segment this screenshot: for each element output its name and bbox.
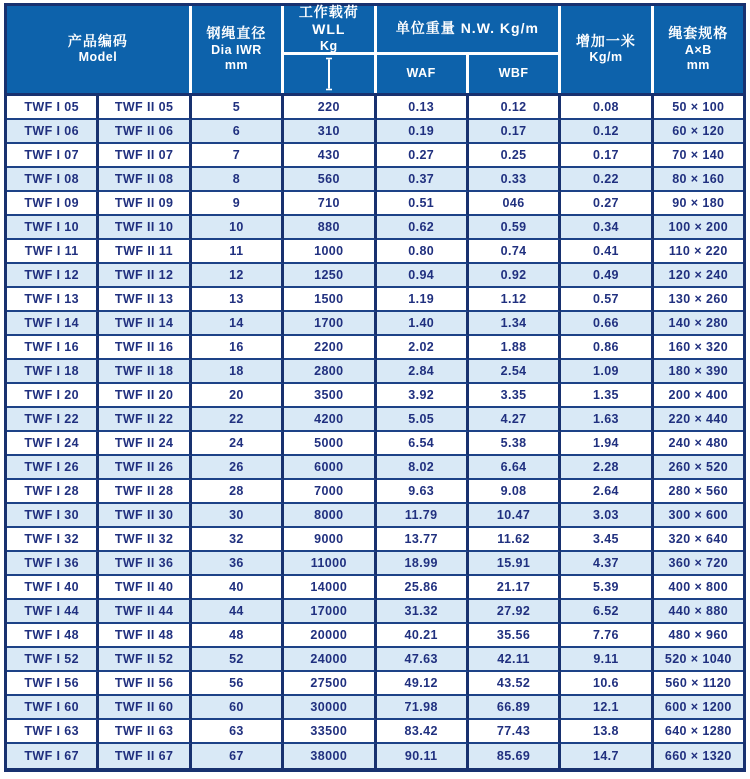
table-cell: 7 xyxy=(192,144,284,168)
table-cell: 11.79 xyxy=(377,504,469,528)
table-header xyxy=(7,3,743,93)
table-cell: 100 × 200 xyxy=(654,216,743,240)
header-unit-weight xyxy=(377,6,559,52)
table-cell: 310 xyxy=(284,120,376,144)
table-cell: 14 xyxy=(192,312,284,336)
table-cell: TWF II 56 xyxy=(99,672,191,696)
table-cell: 60 xyxy=(192,696,284,720)
table-cell: TWF II 20 xyxy=(99,384,191,408)
table-cell: 40 xyxy=(192,576,284,600)
table-cell: TWF I 67 xyxy=(7,744,99,768)
table-cell: TWF I 44 xyxy=(7,600,99,624)
table-row xyxy=(7,696,743,720)
table-cell: 0.17 xyxy=(561,144,653,168)
table-cell: 70 × 140 xyxy=(654,144,743,168)
table-cell: 48 xyxy=(192,624,284,648)
table-cell: 660 × 1320 xyxy=(664,749,732,763)
table-row xyxy=(7,576,743,600)
header-wbf xyxy=(469,55,558,93)
table-cell: 640 × 1280 xyxy=(654,720,743,744)
table-cell: TWF I 13 xyxy=(7,288,99,312)
table-cell: 10 xyxy=(192,216,284,240)
table-cell: TWF I 52 xyxy=(7,648,99,672)
table-cell: 1.12 xyxy=(469,288,561,312)
table-cell: 300 × 600 xyxy=(654,504,743,528)
table-cell: 220 × 440 xyxy=(654,408,743,432)
vertical-sling-icon xyxy=(324,57,334,91)
table-cell: 1500 xyxy=(284,288,376,312)
table-cell: 71.98 xyxy=(377,696,469,720)
table-cell: 1700 xyxy=(284,312,376,336)
table-cell: 520 × 1040 xyxy=(654,648,743,672)
table-cell: TWF I 12 xyxy=(7,264,99,288)
table-cell: 5.39 xyxy=(561,576,653,600)
table-cell: 120 × 240 xyxy=(654,264,743,288)
header-wll-unit: Kg xyxy=(319,38,338,53)
table-cell: 2200 xyxy=(284,336,376,360)
table-cell: 6.54 xyxy=(377,432,469,456)
table-cell: 130 × 260 xyxy=(654,288,743,312)
table-cell: TWF I 16 xyxy=(7,336,99,360)
table-cell: 38000 xyxy=(284,744,376,768)
table-cell: TWF I 36 xyxy=(7,552,99,576)
table-cell: 1.09 xyxy=(561,360,653,384)
table-cell: 0.37 xyxy=(377,168,469,192)
table-cell: 10.6 xyxy=(561,672,653,696)
header-unit-weight-zh: 单位重量 N.W. Kg/m xyxy=(395,20,539,37)
table-cell: 9 xyxy=(192,192,284,216)
header-sleeve-unit: mm xyxy=(686,58,710,73)
table-cell: 4.27 xyxy=(469,408,561,432)
table-cell: 560 xyxy=(284,168,376,192)
table-cell: 10.47 xyxy=(469,504,561,528)
header-model-en: Model xyxy=(78,50,118,65)
table-cell: 14000 xyxy=(284,576,376,600)
table-cell: 25.86 xyxy=(377,576,469,600)
table-cell: 3.35 xyxy=(469,384,561,408)
table-row xyxy=(7,528,743,552)
header-dia xyxy=(192,6,281,93)
table-cell: 20 xyxy=(192,384,284,408)
table-row xyxy=(7,216,743,240)
table-cell: 0.17 xyxy=(469,120,561,144)
table-cell: 8.02 xyxy=(377,456,469,480)
header-dia-en: Dia IWR xyxy=(211,42,262,57)
table-cell: 9.63 xyxy=(377,480,469,504)
header-sleeve-zh: 绳套规格 xyxy=(668,25,729,42)
table-cell: 5.05 xyxy=(377,408,469,432)
table-row xyxy=(7,360,743,384)
header-wll-zh: 工作载荷 WLL xyxy=(298,3,359,38)
header-wbf-label: WBF xyxy=(498,66,529,81)
header-dia-unit: mm xyxy=(224,58,249,73)
table-cell: 63 xyxy=(192,720,284,744)
table-cell: 0.92 xyxy=(469,264,561,288)
table-cell: 17000 xyxy=(284,600,376,624)
table-cell: 8000 xyxy=(284,504,376,528)
table-cell: 0.51 xyxy=(377,192,469,216)
table-cell: TWF II 63 xyxy=(99,720,191,744)
table-cell: 1.40 xyxy=(377,312,469,336)
table-cell: TWF I 18 xyxy=(7,360,99,384)
table-cell: 24 xyxy=(192,432,284,456)
table-cell: 2.54 xyxy=(469,360,561,384)
table-cell: 0.12 xyxy=(561,120,653,144)
table-cell: 4.37 xyxy=(561,552,653,576)
table-cell: 43.52 xyxy=(469,672,561,696)
table-cell: 11.62 xyxy=(469,528,561,552)
table-cell: 2.02 xyxy=(377,336,469,360)
header-wll xyxy=(284,3,373,53)
table-row xyxy=(7,504,743,528)
table-cell: 110 × 220 xyxy=(654,240,743,264)
table-row xyxy=(7,456,743,480)
header-sleeve-spec xyxy=(654,6,743,93)
table-cell: TWF II 05 xyxy=(99,96,191,120)
table-cell: TWF I 09 xyxy=(7,192,99,216)
table-body xyxy=(7,93,743,768)
table-cell: TWF II 26 xyxy=(99,456,191,480)
table-cell: TWF I 14 xyxy=(7,312,99,336)
table-cell: 440 × 880 xyxy=(654,600,743,624)
table-cell: TWF I 08 xyxy=(7,168,99,192)
table-row xyxy=(7,552,743,576)
table-cell: TWF II 18 xyxy=(99,360,191,384)
table-cell: 13.8 xyxy=(561,720,653,744)
table-cell: TWF I 11 xyxy=(7,240,99,264)
header-wll-symbol-cell xyxy=(284,55,373,93)
table-cell: 3.45 xyxy=(561,528,653,552)
table-cell: 0.59 xyxy=(469,216,561,240)
table-cell: 0.80 xyxy=(377,240,469,264)
table-cell: 260 × 520 xyxy=(654,456,743,480)
table-cell: TWF II 12 xyxy=(99,264,191,288)
table-cell: 1.94 xyxy=(561,432,653,456)
header-waf xyxy=(377,55,466,93)
table-cell: TWF II 08 xyxy=(99,168,191,192)
header-add-zh: 增加一米 xyxy=(575,32,636,49)
table-cell: 2800 xyxy=(284,360,376,384)
table-cell: TWF I 22 xyxy=(7,408,99,432)
table-cell: TWF I 06 xyxy=(7,120,99,144)
table-cell: 27.92 xyxy=(469,600,561,624)
table-cell: TWF I 56 xyxy=(7,672,99,696)
table-cell: 0.74 xyxy=(469,240,561,264)
table-cell: TWF I 30 xyxy=(7,504,99,528)
table-cell: TWF II 36 xyxy=(99,552,191,576)
table-cell: 0.41 xyxy=(561,240,653,264)
table-row xyxy=(7,240,743,264)
table-cell: 8 xyxy=(192,168,284,192)
table-cell: TWF I 32 xyxy=(7,528,99,552)
table-row xyxy=(7,600,743,624)
table-cell: 1.35 xyxy=(561,384,653,408)
table-cell: 1.63 xyxy=(561,408,653,432)
table-cell: 5000 xyxy=(284,432,376,456)
table-cell: 0.27 xyxy=(561,192,653,216)
table-cell: TWF I 63 xyxy=(7,720,99,744)
table-cell: 9.11 xyxy=(561,648,653,672)
table-row xyxy=(7,408,743,432)
table-cell: 49.12 xyxy=(377,672,469,696)
table-cell: 710 xyxy=(284,192,376,216)
table-cell: 12 xyxy=(192,264,284,288)
table-cell: 20000 xyxy=(284,624,376,648)
table-cell: TWF II 32 xyxy=(99,528,191,552)
spec-table xyxy=(4,3,746,772)
table-cell: TWF I 40 xyxy=(7,576,99,600)
table-cell: 14.7 xyxy=(561,744,653,768)
table-cell: 140 × 280 xyxy=(654,312,743,336)
table-cell: 42.11 xyxy=(469,648,561,672)
table-cell: 11 xyxy=(192,240,284,264)
table-cell: 1.88 xyxy=(469,336,561,360)
table-cell: 046 xyxy=(469,192,561,216)
table-cell: 320 × 640 xyxy=(654,528,743,552)
table-cell: 30000 xyxy=(284,696,376,720)
table-cell: 44 xyxy=(192,600,284,624)
table-cell: 13.77 xyxy=(377,528,469,552)
header-sleeve-dim: A×B xyxy=(684,42,712,57)
table-cell: 31.32 xyxy=(377,600,469,624)
table-cell: 0.12 xyxy=(469,96,561,120)
header-dia-zh: 钢绳直径 xyxy=(206,25,267,42)
table-cell: 0.27 xyxy=(377,144,469,168)
table-row xyxy=(7,744,743,768)
table-cell: 18.99 xyxy=(377,552,469,576)
table-cell: 27500 xyxy=(284,672,376,696)
table-cell: 1000 xyxy=(284,240,376,264)
table-cell: 1.34 xyxy=(469,312,561,336)
table-cell: TWF II 52 xyxy=(99,648,191,672)
table-row xyxy=(7,96,743,120)
table-row xyxy=(7,192,743,216)
table-row xyxy=(7,672,743,696)
table-cell: 33500 xyxy=(284,720,376,744)
table-cell: 1250 xyxy=(284,264,376,288)
table-row xyxy=(7,648,743,672)
table-row xyxy=(7,168,743,192)
table-cell: 1.19 xyxy=(377,288,469,312)
table-row xyxy=(7,312,743,336)
table-cell: TWF II 67 xyxy=(99,744,191,768)
table-row xyxy=(7,432,743,456)
table-cell: 430 xyxy=(284,144,376,168)
table-cell: 40.21 xyxy=(377,624,469,648)
table-cell: 0.49 xyxy=(561,264,653,288)
table-cell: 0.86 xyxy=(561,336,653,360)
table-cell: 26 xyxy=(192,456,284,480)
table-cell: 52 xyxy=(192,648,284,672)
table-cell: 32 xyxy=(192,528,284,552)
table-cell: 56 xyxy=(192,672,284,696)
table-cell: TWF II 48 xyxy=(99,624,191,648)
table-cell: 35.56 xyxy=(469,624,561,648)
table-cell: 0.34 xyxy=(561,216,653,240)
table-cell: 21.17 xyxy=(469,576,561,600)
table-row xyxy=(7,336,743,360)
table-cell: TWF II 09 xyxy=(99,192,191,216)
table-cell: 240 × 480 xyxy=(654,432,743,456)
table-cell: 0.33 xyxy=(469,168,561,192)
table-cell: 11000 xyxy=(284,552,376,576)
table-row xyxy=(7,144,743,168)
table-cell: 280 × 560 xyxy=(654,480,743,504)
table-cell: TWF II 24 xyxy=(99,432,191,456)
table-cell: 0.57 xyxy=(561,288,653,312)
table-cell: 16 xyxy=(192,336,284,360)
table-cell: 15.91 xyxy=(469,552,561,576)
table-cell: 480 × 960 xyxy=(654,624,743,648)
table-cell: 180 × 390 xyxy=(654,360,743,384)
table-cell: TWF II 11 xyxy=(99,240,191,264)
table-cell: 47.63 xyxy=(377,648,469,672)
table-cell: TWF II 14 xyxy=(99,312,191,336)
table-cell: 28 xyxy=(192,480,284,504)
table-cell: 18 xyxy=(192,360,284,384)
table-cell: TWF I 10 xyxy=(7,216,99,240)
table-row xyxy=(7,384,743,408)
table-cell: 85.69 xyxy=(469,744,561,768)
header-add-per-meter xyxy=(561,6,650,93)
table-cell: TWF II 06 xyxy=(99,120,191,144)
table-cell: 2.28 xyxy=(561,456,653,480)
table-cell: 6 xyxy=(192,120,284,144)
table-row xyxy=(7,624,743,648)
table-cell: 560 × 1120 xyxy=(654,672,743,696)
table-cell: 90.11 xyxy=(377,744,469,768)
table-cell: 0.13 xyxy=(377,96,469,120)
table-row xyxy=(7,720,743,744)
table-cell: 6.64 xyxy=(469,456,561,480)
table-cell: TWF I 60 xyxy=(7,696,99,720)
table-cell: TWF II 30 xyxy=(99,504,191,528)
table-cell: TWF II 44 xyxy=(99,600,191,624)
table-cell: 60 × 120 xyxy=(654,120,743,144)
table-cell: TWF II 22 xyxy=(99,408,191,432)
table-cell: 160 × 320 xyxy=(654,336,743,360)
table-cell: TWF II 28 xyxy=(99,480,191,504)
table-cell: 400 × 800 xyxy=(654,576,743,600)
table-cell: 80 × 160 xyxy=(654,168,743,192)
table-cell: 6000 xyxy=(284,456,376,480)
table-cell: 4200 xyxy=(284,408,376,432)
table-cell: 5.38 xyxy=(469,432,561,456)
table-row xyxy=(7,120,743,144)
table-row xyxy=(7,264,743,288)
table-cell: 2.64 xyxy=(561,480,653,504)
table-cell: 880 xyxy=(284,216,376,240)
table-cell: 13 xyxy=(192,288,284,312)
table-cell: 0.62 xyxy=(377,216,469,240)
table-cell: 36 xyxy=(192,552,284,576)
table-cell: 0.25 xyxy=(469,144,561,168)
header-waf-label: WAF xyxy=(406,66,436,81)
header-model-zh: 产品编码 xyxy=(67,32,128,49)
table-cell: TWF II 40 xyxy=(99,576,191,600)
header-add-unit: Kg/m xyxy=(589,50,623,65)
table-cell: 5 xyxy=(192,96,284,120)
table-row xyxy=(7,480,743,504)
table-cell: 0.66 xyxy=(561,312,653,336)
table-cell: 7000 xyxy=(284,480,376,504)
table-cell: TWF II 13 xyxy=(99,288,191,312)
table-cell: 3500 xyxy=(284,384,376,408)
table-cell: 66.89 xyxy=(469,696,561,720)
table-cell: 67 xyxy=(192,744,284,768)
table-cell: 9000 xyxy=(284,528,376,552)
table-cell: 9.08 xyxy=(469,480,561,504)
table-cell: 200 × 400 xyxy=(654,384,743,408)
table-cell: 220 xyxy=(284,96,376,120)
table-cell: TWF II 07 xyxy=(99,144,191,168)
table-cell: 2.84 xyxy=(377,360,469,384)
table-cell: TWF I 05 xyxy=(7,96,99,120)
table-cell: 600 × 1200 xyxy=(654,696,743,720)
table-cell: 83.42 xyxy=(377,720,469,744)
table-cell: TWF II 60 xyxy=(99,696,191,720)
table-cell: TWF II 16 xyxy=(99,336,191,360)
table-cell: TWF I 20 xyxy=(7,384,99,408)
table-cell: 0.19 xyxy=(377,120,469,144)
table-cell: 7.76 xyxy=(561,624,653,648)
table-cell: 12.1 xyxy=(561,696,653,720)
table-cell: 3.92 xyxy=(377,384,469,408)
table-cell: 0.22 xyxy=(561,168,653,192)
table-cell: 30 xyxy=(192,504,284,528)
table-cell: 77.43 xyxy=(469,720,561,744)
table-cell: TWF I 24 xyxy=(7,432,99,456)
table-cell: 6.52 xyxy=(561,600,653,624)
header-model xyxy=(7,6,189,93)
table-cell: TWF II 10 xyxy=(99,216,191,240)
table-cell: TWF I 28 xyxy=(7,480,99,504)
table-cell: 0.94 xyxy=(377,264,469,288)
table-cell: 360 × 720 xyxy=(654,552,743,576)
table-cell: TWF I 26 xyxy=(7,456,99,480)
table-cell: 0.08 xyxy=(561,96,653,120)
table-cell: TWF I 48 xyxy=(7,624,99,648)
table-cell: 90 × 180 xyxy=(654,192,743,216)
table-cell: 50 × 100 xyxy=(654,96,743,120)
table-cell: 24000 xyxy=(284,648,376,672)
table-cell: 22 xyxy=(192,408,284,432)
table-row xyxy=(7,288,743,312)
table-cell: TWF I 07 xyxy=(7,144,99,168)
table-cell: 3.03 xyxy=(561,504,653,528)
